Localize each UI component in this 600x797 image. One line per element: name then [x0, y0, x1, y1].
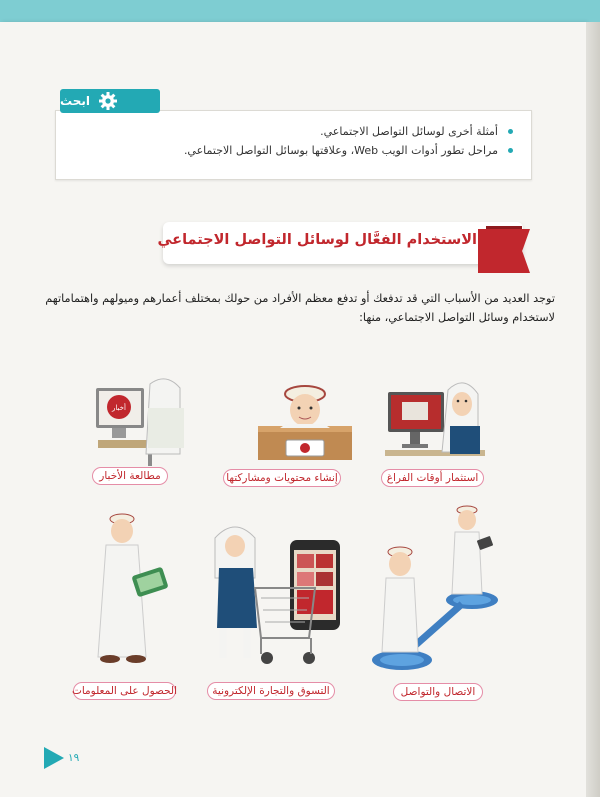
bullet-icon [508, 129, 513, 134]
news-screen-text: أخبار [112, 404, 126, 412]
research-tag [60, 89, 160, 113]
communication-label: الاتصال والتواصل [393, 683, 483, 701]
news-label: مطالعة الأخبار [92, 467, 168, 485]
list-item: أمثلة أخرى لوسائل التواصل الاجتماعي. [66, 125, 513, 138]
research-box [55, 110, 532, 180]
research-list [56, 111, 531, 157]
intro-paragraph: توجد العديد من الأسباب التي قد تدفعك أو تدفع معظم الأفراد من حولك بمختلف أعمارهم وميولهم واهتماماتهم لاستخدام وسائل التواصل الاجتماعي، منها: [45, 292, 555, 324]
communication-illustration [362, 500, 502, 680]
gear-icon [98, 91, 118, 111]
free-time-illustration [380, 370, 490, 480]
news-reading-illustration [88, 370, 188, 470]
bullet-icon [508, 148, 513, 153]
research-tag-label: ابحث [60, 94, 90, 108]
free-time-label: استثمار أوقات الفراغ [381, 469, 484, 487]
top-band [0, 0, 600, 22]
information-illustration [80, 505, 180, 675]
ecommerce-label: التسوق والتجارة الإلكترونية [207, 682, 335, 700]
section-title-box [157, 222, 523, 264]
information-label: الحصول على المعلومات [73, 682, 176, 700]
section-title: الاستخدام الفعَّال لوسائل التواصل الاجتماعي [157, 232, 477, 248]
ecommerce-illustration [205, 518, 345, 678]
list-item: مراحل تطور أدوات الويب Web، وعلاقتها بوسائل التواصل الاجتماعي. [66, 144, 513, 157]
page-number: ١٩ [68, 752, 80, 764]
page-spine [586, 22, 600, 797]
content-creation-illustration [250, 370, 360, 480]
page-arrow-icon [44, 747, 64, 769]
content-creation-label: إنشاء محتويات ومشاركتها [223, 469, 341, 487]
